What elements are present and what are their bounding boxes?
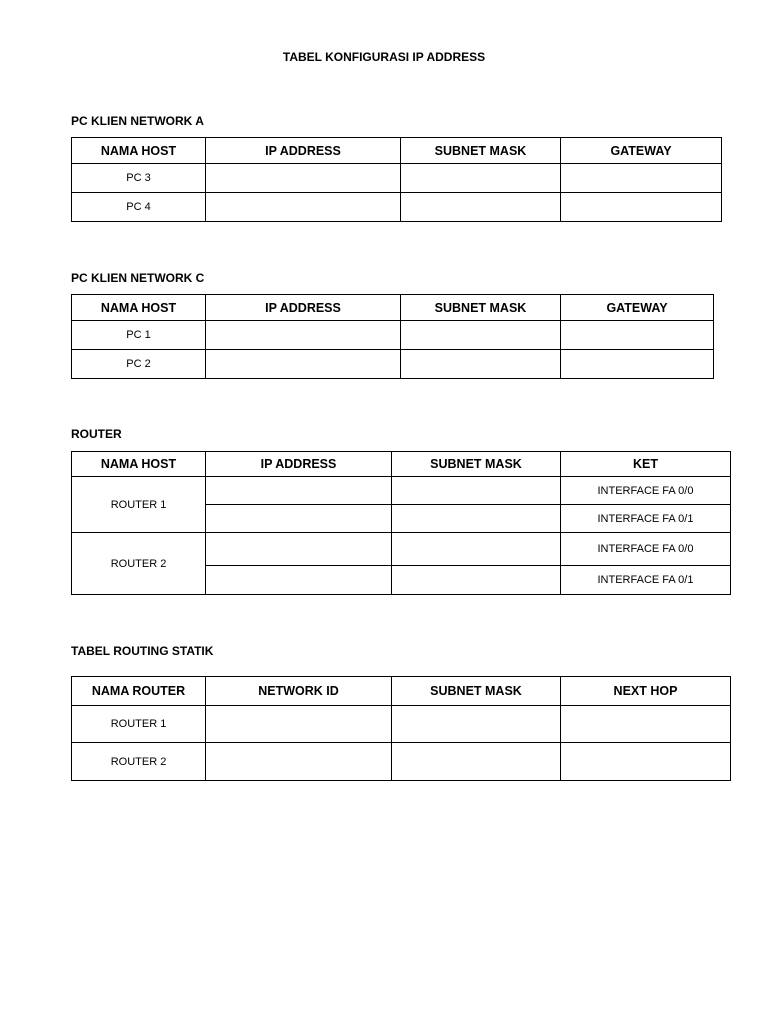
section-title-network-c: PC KLIEN NETWORK C [71,271,205,285]
host-cell: PC 2 [72,350,206,379]
subnet-mask-cell[interactable] [392,477,561,505]
col-header-nama-host: NAMA HOST [72,295,206,321]
ip-address-cell[interactable] [206,350,401,379]
host-cell: PC 4 [72,193,206,222]
table-row [72,533,731,566]
table-row [72,193,722,222]
col-header-subnet-mask: SUBNET MASK [392,677,561,706]
network-id-cell[interactable] [206,706,392,743]
subnet-mask-cell[interactable] [401,193,561,222]
table-network-c [71,294,714,379]
col-header-subnet-mask: SUBNET MASK [392,452,561,477]
ip-address-cell[interactable] [206,533,392,566]
next-hop-cell[interactable] [561,706,731,743]
next-hop-cell[interactable] [561,743,731,781]
subnet-mask-cell[interactable] [392,566,561,595]
interface-cell: INTERFACE FA 0/1 [561,505,731,533]
interface-cell: INTERFACE FA 0/0 [561,533,731,566]
subnet-mask-cell[interactable] [392,505,561,533]
col-header-subnet-mask: SUBNET MASK [401,295,561,321]
gateway-cell[interactable] [561,350,714,379]
interface-cell: INTERFACE FA 0/1 [561,566,731,595]
table-router [71,451,731,595]
table-row [72,350,714,379]
section-title-network-a: PC KLIEN NETWORK A [71,114,204,128]
col-header-ket: KET [561,452,731,477]
table-routing-statik [71,676,731,781]
col-header-next-hop: NEXT HOP [561,677,731,706]
table-row [72,477,731,505]
col-header-gateway: GATEWAY [561,138,722,164]
gateway-cell[interactable] [561,193,722,222]
table-row [72,164,722,193]
ip-address-cell[interactable] [206,321,401,350]
ip-address-cell[interactable] [206,505,392,533]
section-title-router: ROUTER [71,427,122,441]
subnet-mask-cell[interactable] [401,321,561,350]
table-network-a [71,137,722,222]
col-header-nama-router: NAMA ROUTER [72,677,206,706]
col-header-subnet-mask: SUBNET MASK [401,138,561,164]
gateway-cell[interactable] [561,164,722,193]
subnet-mask-cell[interactable] [392,533,561,566]
gateway-cell[interactable] [561,321,714,350]
section-title-routing-statik: TABEL ROUTING STATIK [71,644,214,658]
router-name-cell: ROUTER 1 [72,706,206,743]
col-header-network-id: NETWORK ID [206,677,392,706]
table-row [72,321,714,350]
host-cell: PC 1 [72,321,206,350]
network-id-cell[interactable] [206,743,392,781]
interface-cell: INTERFACE FA 0/0 [561,477,731,505]
subnet-mask-cell[interactable] [392,743,561,781]
col-header-nama-host: NAMA HOST [72,138,206,164]
table-row [72,743,731,781]
ip-address-cell[interactable] [206,193,401,222]
table-row [72,706,731,743]
subnet-mask-cell[interactable] [401,350,561,379]
ip-address-cell[interactable] [206,566,392,595]
subnet-mask-cell[interactable] [392,706,561,743]
subnet-mask-cell[interactable] [401,164,561,193]
ip-address-cell[interactable] [206,477,392,505]
router-name-cell: ROUTER 1 [72,477,206,533]
host-cell: PC 3 [72,164,206,193]
router-name-cell: ROUTER 2 [72,533,206,595]
col-header-ip-address: IP ADDRESS [206,452,392,477]
ip-address-cell[interactable] [206,164,401,193]
col-header-nama-host: NAMA HOST [72,452,206,477]
document-title: TABEL KONFIGURASI IP ADDRESS [282,50,486,64]
router-name-cell: ROUTER 2 [72,743,206,781]
col-header-ip-address: IP ADDRESS [206,295,401,321]
col-header-ip-address: IP ADDRESS [206,138,401,164]
col-header-gateway: GATEWAY [561,295,714,321]
